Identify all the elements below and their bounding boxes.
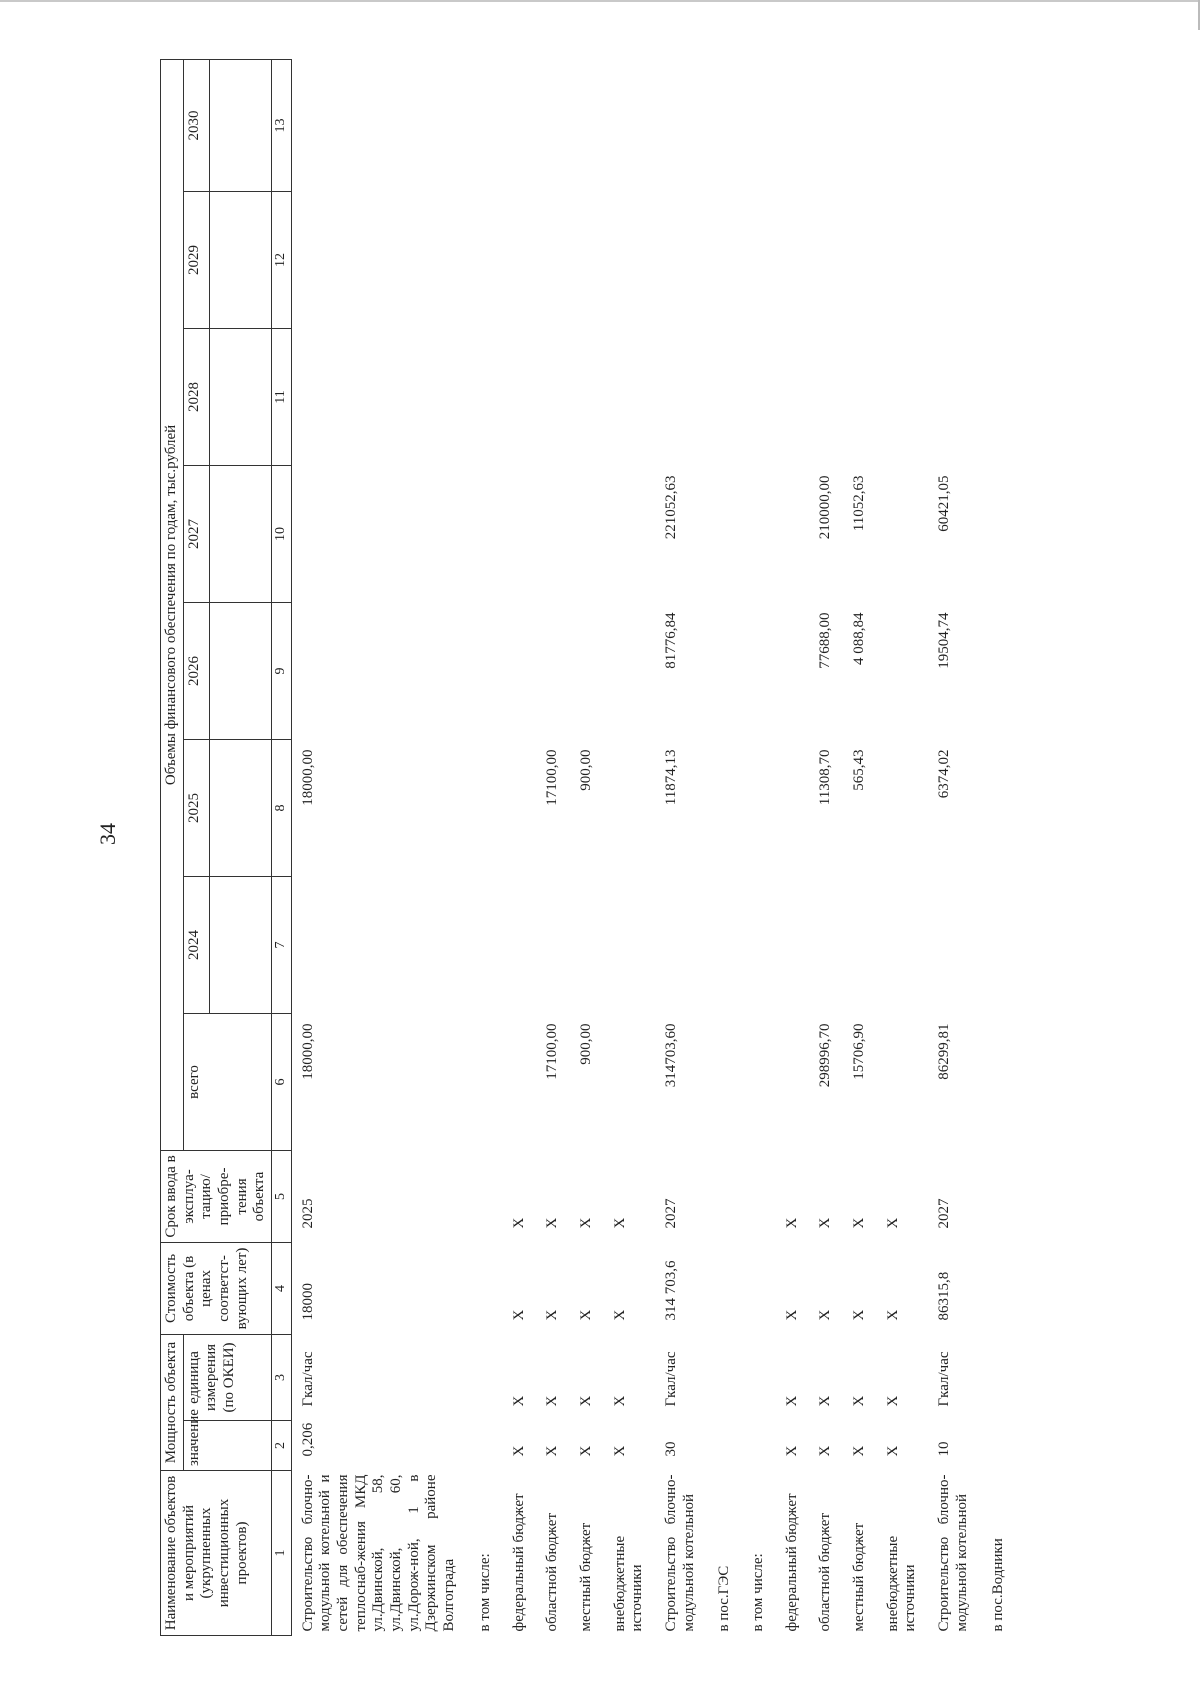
column-index: 7 (272, 876, 292, 1013)
cell-2024 (570, 876, 604, 1013)
cell-2025: 11874,13 (662, 749, 679, 806)
cell-term: 2027 (936, 1198, 953, 1229)
table-row (809, 59, 843, 1635)
cell-2027 (877, 465, 928, 602)
cell-unit: Х (783, 1395, 800, 1407)
table-row (708, 59, 742, 1635)
cell-unit (708, 1334, 742, 1420)
cell-2029 (708, 191, 742, 328)
cell-value: Х (817, 1445, 834, 1457)
cell-2025: 6374,02 (936, 749, 953, 799)
cell-total: 18000,00 (299, 1023, 316, 1080)
financing-table (160, 59, 1015, 1636)
header-year-spacer (210, 602, 272, 739)
table-row (291, 59, 469, 1635)
table-row (536, 59, 570, 1635)
cell-total: 86299,81 (936, 1023, 953, 1080)
cell-2029 (742, 191, 776, 328)
column-index: 3 (272, 1334, 292, 1420)
row-name: местный бюджет (851, 1522, 868, 1632)
column-index: 10 (272, 465, 292, 602)
cell-2026 (503, 602, 537, 739)
cell-unit: Х (577, 1395, 594, 1407)
cell-2028 (655, 328, 708, 465)
cell-2025: 17100,00 (544, 749, 561, 806)
row-name: в том числе: (750, 1553, 767, 1632)
column-index: 4 (272, 1242, 292, 1334)
row-name: Строительство блочно-модульной котельной (936, 1474, 970, 1632)
cell-2024 (469, 876, 503, 1013)
cell-total: 314703,60 (662, 1023, 679, 1088)
table-row (655, 59, 708, 1635)
cell-2030 (536, 59, 570, 191)
cell-unit (742, 1334, 776, 1420)
cell-2029 (503, 191, 537, 328)
cell-2027: 221052,63 (662, 475, 679, 540)
cell-2030 (776, 59, 810, 191)
cell-2025: 565,43 (851, 749, 868, 791)
cell-2026 (536, 602, 570, 739)
table-row (742, 59, 776, 1635)
header-name: Наименование объектов и мероприятий (укрупненных инвестиционных проектов) (161, 1471, 272, 1636)
cell-value (742, 1421, 776, 1471)
cell-2028 (570, 328, 604, 465)
cell-2027 (570, 465, 604, 602)
table-row (570, 59, 604, 1635)
cell-term (708, 1150, 742, 1242)
cell-2028 (503, 328, 537, 465)
cell-term: 2027 (662, 1198, 679, 1229)
cell-cost: Х (783, 1309, 800, 1321)
cell-cost: Х (577, 1309, 594, 1321)
header-cost: Стоимость объекта (в ценах соответст-вующих лет) (161, 1242, 272, 1334)
cell-total (469, 1013, 503, 1150)
cell-2024 (776, 876, 810, 1013)
cell-2028 (928, 328, 981, 465)
table-row (776, 59, 810, 1635)
cell-2026 (776, 602, 810, 739)
cell-2026 (469, 602, 503, 739)
row-name: Строительство блочно-модульной котельной (662, 1474, 697, 1632)
header-year-spacer (210, 465, 272, 602)
cell-cost: Х (884, 1309, 901, 1321)
cell-cost: Х (544, 1309, 561, 1321)
header-power-unit: единица измерения (по ОКЕИ) (183, 1334, 271, 1420)
cell-cost (742, 1242, 776, 1334)
header-year: 2029 (183, 191, 209, 328)
cell-unit: Х (611, 1395, 628, 1407)
cell-2027 (469, 465, 503, 602)
cell-2030 (503, 59, 537, 191)
cell-unit: Х (510, 1395, 527, 1407)
cell-2024 (503, 876, 537, 1013)
row-name: внебюджетные источники (884, 1535, 919, 1632)
cell-2026: 19504,74 (936, 612, 953, 669)
cell-2027 (776, 465, 810, 602)
header-power-value: значение (183, 1421, 271, 1471)
column-index: 8 (272, 739, 292, 876)
table-row (469, 59, 503, 1635)
cell-total (877, 1013, 928, 1150)
cell-2029 (655, 191, 708, 328)
page-top-edge (0, 0, 1200, 2)
header-year: 2028 (183, 328, 209, 465)
cell-term: Х (817, 1217, 834, 1229)
row-name: в пос.Водники (989, 1538, 1006, 1632)
cell-value: Х (510, 1445, 527, 1457)
cell-2026: 81776,84 (662, 612, 679, 669)
cell-value: Х (611, 1445, 628, 1457)
cell-2025: 11308,70 (817, 749, 834, 806)
cell-term: Х (884, 1217, 901, 1229)
cell-2024 (928, 876, 981, 1013)
cell-2027 (291, 465, 469, 602)
cell-total: 17100,00 (544, 1023, 561, 1080)
cell-2024 (604, 876, 655, 1013)
cell-2025 (982, 739, 1016, 876)
header-finance: Объемы финансового обеспечения по годам, тыс.рублей (161, 59, 184, 1150)
cell-total: 298996,70 (817, 1023, 834, 1088)
cell-term: Х (783, 1217, 800, 1229)
cell-2030 (570, 59, 604, 191)
cell-2030 (928, 59, 981, 191)
cell-2027 (742, 465, 776, 602)
cell-cost: 314 703,6 (662, 1260, 679, 1321)
cell-2026 (604, 602, 655, 739)
cell-unit: Гкал/час (662, 1351, 679, 1407)
cell-2027 (604, 465, 655, 602)
cell-2024 (809, 876, 843, 1013)
header-year-spacer (210, 876, 272, 1013)
cell-2028 (604, 328, 655, 465)
table-row (604, 59, 655, 1635)
cell-cost: Х (611, 1309, 628, 1321)
row-name: в том числе: (476, 1553, 493, 1632)
cell-2025: 900,00 (577, 749, 594, 791)
header-total: всего (183, 1013, 271, 1150)
header-year-spacer (210, 739, 272, 876)
cell-unit (469, 1334, 503, 1420)
cell-2029 (877, 191, 928, 328)
cell-term: 2025 (299, 1198, 316, 1229)
cell-2027 (982, 465, 1016, 602)
cell-2026: 77688,00 (817, 612, 834, 669)
cell-total (982, 1013, 1016, 1150)
cell-value (982, 1421, 1016, 1471)
cell-cost (469, 1242, 503, 1334)
cell-2028 (843, 328, 877, 465)
cell-2028 (809, 328, 843, 465)
cell-2025 (708, 739, 742, 876)
cell-cost: Х (510, 1309, 527, 1321)
cell-2024 (982, 876, 1016, 1013)
cell-total (742, 1013, 776, 1150)
cell-2026 (877, 602, 928, 739)
cell-unit (982, 1334, 1016, 1420)
cell-2027 (536, 465, 570, 602)
cell-2029 (604, 191, 655, 328)
cell-value: Х (884, 1445, 901, 1457)
cell-2026: 4 088,84 (851, 612, 868, 665)
cell-2027: 11052,63 (851, 475, 868, 532)
header-year-spacer (210, 191, 272, 328)
cell-2029 (536, 191, 570, 328)
table-row (503, 59, 537, 1635)
cell-2027 (708, 465, 742, 602)
column-index: 13 (272, 59, 292, 191)
cell-2030 (291, 59, 469, 191)
cell-2029 (982, 191, 1016, 328)
cell-term: Х (510, 1217, 527, 1229)
cell-unit: Гкал/час (299, 1351, 316, 1407)
table-body (291, 59, 1015, 1635)
cell-term: Х (577, 1217, 594, 1229)
cell-2030 (843, 59, 877, 191)
cell-2024 (708, 876, 742, 1013)
table-row (877, 59, 928, 1635)
cell-2026 (708, 602, 742, 739)
cell-2028 (982, 328, 1016, 465)
cell-2029 (928, 191, 981, 328)
cell-value: 10 (936, 1441, 953, 1457)
cell-2025 (776, 739, 810, 876)
row-name: областной бюджет (817, 1512, 834, 1632)
cell-total (708, 1013, 742, 1150)
cell-2026 (982, 602, 1016, 739)
cell-2030 (877, 59, 928, 191)
row-name: местный бюджет (577, 1522, 594, 1632)
cell-2027: 210000,00 (817, 475, 834, 540)
column-index: 6 (272, 1013, 292, 1150)
cell-cost: 86315,8 (936, 1271, 953, 1321)
table-row (928, 59, 981, 1635)
rotated-table-wrapper (160, 60, 1060, 1636)
cell-term (742, 1150, 776, 1242)
cell-2024 (655, 876, 708, 1013)
cell-2030 (742, 59, 776, 191)
cell-2026 (291, 602, 469, 739)
cell-term (982, 1150, 1016, 1242)
row-name: Строительство блочно-модульной котельной и сетей для обеспечения теплоснаб-жения МКД ул.Двинской, 58, ул.Двинской, 60, ул.Дорож-ной, 1 в Дзержинском районе Волгограда (299, 1474, 458, 1632)
cell-2027: 60421,05 (936, 475, 953, 532)
cell-2028 (708, 328, 742, 465)
cell-2024 (843, 876, 877, 1013)
cell-2029 (291, 191, 469, 328)
column-index: 2 (272, 1421, 292, 1471)
cell-term: Х (851, 1217, 868, 1229)
row-name: в пос.ГЭС (716, 1565, 733, 1632)
cell-unit: Х (884, 1395, 901, 1407)
cell-2029 (469, 191, 503, 328)
row-name: федеральный бюджет (510, 1493, 527, 1632)
cell-2030 (655, 59, 708, 191)
column-index: 11 (272, 328, 292, 465)
cell-2030 (708, 59, 742, 191)
cell-cost (982, 1242, 1016, 1334)
cell-cost: 18000 (299, 1282, 316, 1321)
header-year: 2024 (183, 876, 209, 1013)
column-index: 5 (272, 1150, 292, 1242)
table-row (843, 59, 877, 1635)
cell-unit: Гкал/час (936, 1351, 953, 1407)
header-year: 2030 (183, 59, 209, 191)
cell-2026 (570, 602, 604, 739)
cell-2024 (877, 876, 928, 1013)
cell-2025: 18000,00 (299, 749, 316, 806)
cell-total: 900,00 (577, 1023, 594, 1065)
cell-value: 0,206 (299, 1422, 316, 1457)
column-index: 1 (272, 1471, 292, 1636)
cell-total: 15706,90 (851, 1023, 868, 1080)
cell-cost (708, 1242, 742, 1334)
cell-cost: Х (817, 1309, 834, 1321)
cell-value: Х (577, 1445, 594, 1457)
cell-value: Х (544, 1445, 561, 1457)
header-year-spacer (210, 328, 272, 465)
row-name: внебюджетные источники (611, 1535, 646, 1632)
cell-value (708, 1421, 742, 1471)
table-header (161, 59, 292, 1635)
cell-2024 (291, 876, 469, 1013)
cell-term (469, 1150, 503, 1242)
cell-2030 (809, 59, 843, 191)
cell-value: Х (783, 1445, 800, 1457)
header-power: Мощность объекта (161, 1334, 184, 1470)
cell-2028 (291, 328, 469, 465)
cell-unit: Х (817, 1395, 834, 1407)
row-name: областной бюджет (544, 1512, 561, 1632)
cell-2028 (536, 328, 570, 465)
cell-term: Х (611, 1217, 628, 1229)
header-year: 2025 (183, 739, 209, 876)
page-number: 34 (95, 823, 120, 845)
cell-2028 (877, 328, 928, 465)
cell-2029 (843, 191, 877, 328)
cell-2025 (877, 739, 928, 876)
header-year-spacer (210, 59, 272, 191)
cell-term: Х (544, 1217, 561, 1229)
cell-2025 (604, 739, 655, 876)
cell-2024 (742, 876, 776, 1013)
cell-2028 (742, 328, 776, 465)
cell-total (776, 1013, 810, 1150)
cell-2030 (982, 59, 1016, 191)
cell-2030 (469, 59, 503, 191)
row-name: федеральный бюджет (783, 1493, 800, 1632)
cell-value: Х (851, 1445, 868, 1457)
table-row (982, 59, 1016, 1635)
cell-cost: Х (851, 1309, 868, 1321)
cell-unit: Х (544, 1395, 561, 1407)
header-year: 2026 (183, 602, 209, 739)
cell-value: 30 (662, 1441, 679, 1457)
header-year: 2027 (183, 465, 209, 602)
cell-2030 (604, 59, 655, 191)
cell-total (604, 1013, 655, 1150)
cell-2025 (469, 739, 503, 876)
cell-2028 (469, 328, 503, 465)
cell-2029 (570, 191, 604, 328)
column-index: 9 (272, 602, 292, 739)
cell-2027 (503, 465, 537, 602)
cell-2025 (742, 739, 776, 876)
cell-unit: Х (851, 1395, 868, 1407)
cell-value (469, 1421, 503, 1471)
cell-total (503, 1013, 537, 1150)
header-term: Срок ввода в эксплуа-тацию/ приобре-тения объекта (161, 1150, 272, 1242)
cell-2024 (536, 876, 570, 1013)
column-index: 12 (272, 191, 292, 328)
cell-2025 (503, 739, 537, 876)
cell-2026 (742, 602, 776, 739)
cell-2029 (776, 191, 810, 328)
cell-2029 (809, 191, 843, 328)
cell-2028 (776, 328, 810, 465)
